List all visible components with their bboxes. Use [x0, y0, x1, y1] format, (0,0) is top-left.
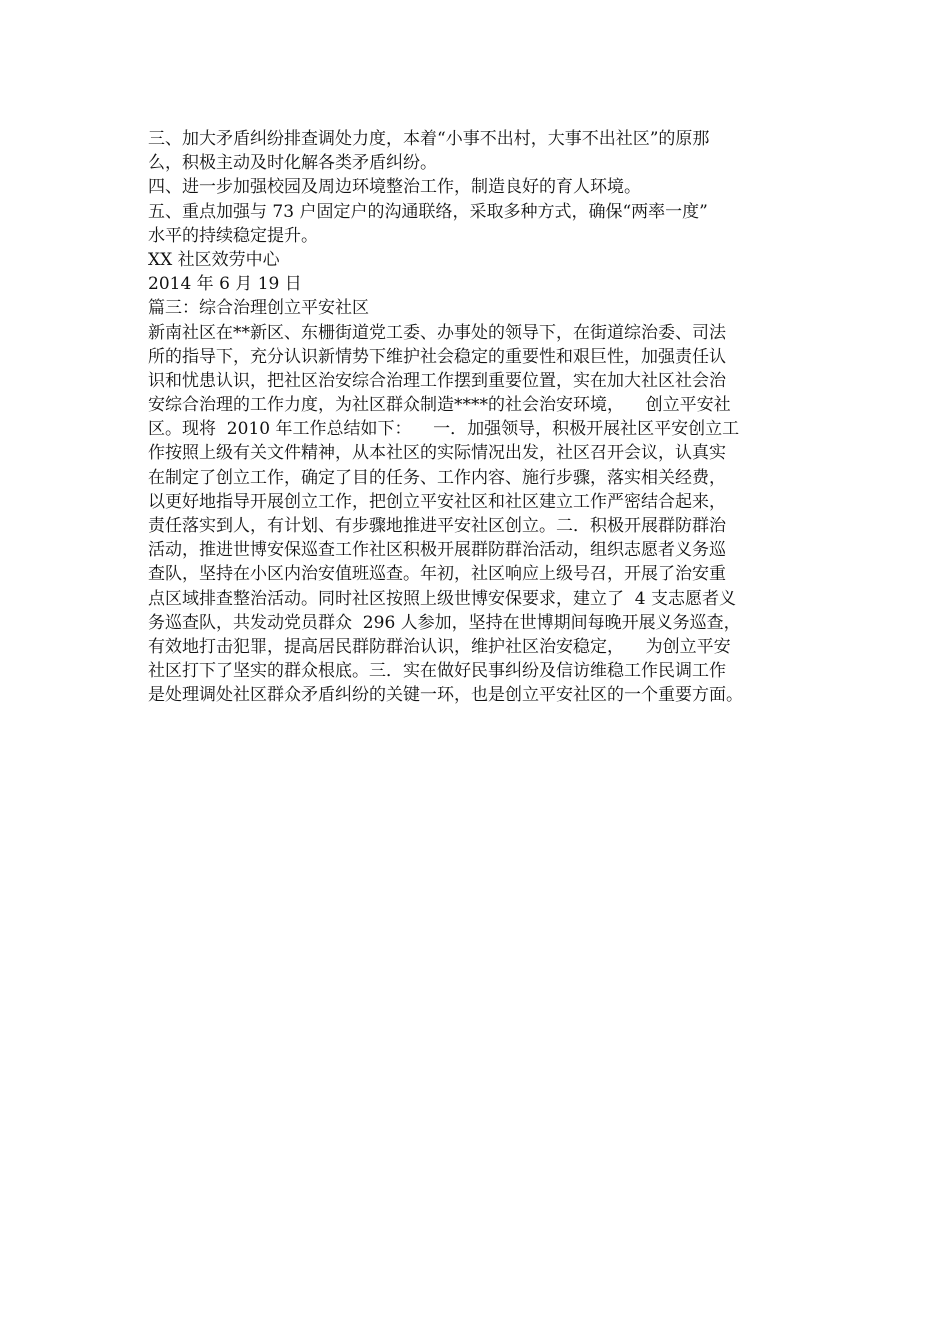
text-line: 五、重点加强与 73 户固定户的沟通联络，采取多种方式，确保“两率一度” — [148, 201, 708, 222]
text-line: 么，积极主动及时化解各类矛盾纠纷。 — [148, 153, 437, 174]
text-line: 活动，推进世博安保巡查工作社区积极开展群防群治活动，组织志愿者义务巡 — [148, 540, 726, 561]
text-line: 有效地打击犯罪，提高居民群防群治认识，维护社区治安稳定， 为创立平安 — [148, 636, 731, 657]
text-line: XX 社区效劳中心 — [148, 249, 280, 270]
text-line: 识和忧患认识，把社区治安综合治理工作摆到重要位置，实在加大社区社会治 — [148, 370, 726, 391]
text-line: 三、加大矛盾纠纷排查调处力度，本着“小事不出村，大事不出社区”的原那 — [148, 129, 710, 149]
text-line: 作按照上级有关文件精神，从本社区的实际情况出发，社区召开会议，认真实 — [148, 443, 726, 464]
text-line: 是处理调处社区群众矛盾纠纷的关键一环，也是创立平安社区的一个重要方面。 — [148, 685, 743, 706]
text-line: 查队，坚持在小区内治安值班巡查。年初，社区响应上级号召，开展了治安重 — [148, 564, 726, 585]
text-line: 务巡查队，共发动党员群众 296 人参加，坚持在世博期间每晚开展义务巡查， — [148, 612, 741, 633]
section-heading: 篇三：综合治理创立平安社区 — [148, 298, 369, 319]
text-line: 点区域排查整治活动。同时社区按照上级世博安保要求，建立了 4 支志愿者义 — [148, 588, 737, 609]
text-line: 在制定了创立工作，确定了目的任务、工作内容、施行步骤，落实相关经费， — [148, 467, 726, 488]
text-line: 2014 年 6 月 19 日 — [148, 274, 302, 295]
text-line: 新南社区在**新区、东栅街道党工委、办事处的领导下，在街道综治委、司法 — [148, 322, 726, 343]
text-line: 社区打下了坚实的群众根底。三．实在做好民事纠纷及信访维稳工作民调工作 — [148, 661, 726, 682]
text-line: 所的指导下，充分认识新情势下维护社会稳定的重要性和艰巨性，加强责任认 — [148, 346, 726, 367]
text-line: 区。现将 2010 年工作总结如下： 一．加强领导，积极开展社区平安创立工 — [148, 419, 740, 440]
text-line: 水平的持续稳定提升。 — [148, 225, 318, 246]
text-line: 责任落实到人，有计划、有步骤地推进平安社区创立。二．积极开展群防群治 — [148, 516, 726, 536]
text-line: 以更好地指导开展创立工作，把创立平安社区和社区建立工作严密结合起来， — [148, 491, 726, 512]
document-body — [148, 127, 820, 708]
text-line: 四、进一步加强校园及周边环境整治工作，制造良好的育人环境。 — [148, 177, 641, 198]
text-line: 安综合治理的工作力度，为社区群众制造****的社会治安环境， 创立平安社 — [148, 395, 731, 416]
